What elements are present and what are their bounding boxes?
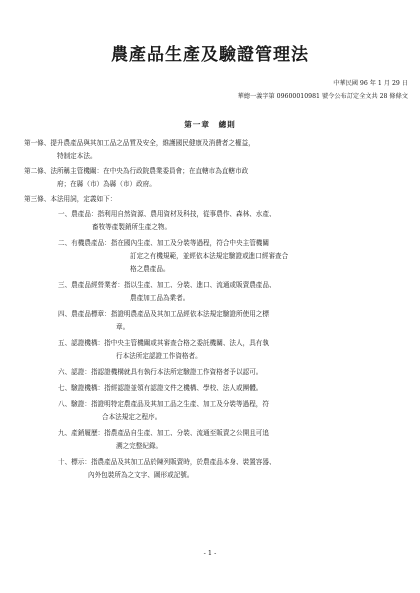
clause-10-line-1: 十、標示：指農產品及其加工品於陳列販賣時，於農產品本身、裝置容器、: [58, 458, 276, 466]
promulgation-order: 華總一義字第 09600010981 號令公布訂定全文共 28 條條文: [237, 93, 408, 100]
clause-9-line-1: 九、產銷履歷：指農產品自生產、加工、分裝、流通至販賣之公開且可追: [58, 429, 269, 437]
article-1-line-2: 特制定本法。: [57, 152, 97, 160]
clause-2-line-1: 二、有機農產品：指在國內生產、加工及分裝等過程，符合中央主管機關: [58, 239, 269, 247]
clause-6: 六、認證：指認證機構就具有執行本法所定驗證工作資格者予以認可。: [58, 368, 263, 376]
article-2-line-2: 府；在縣（市）為縣（市）政府。: [57, 180, 156, 188]
clause-2-line-2: 訂定之有機規範，並經依本法規定驗證或進口經審查合: [130, 252, 289, 260]
clause-9-line-2: 溯之完整紀錄。: [116, 442, 163, 450]
clause-5-line-1: 五、認證機構：指中央主管機關或其審查合格之委託機關、法人，具有執: [58, 339, 269, 347]
clause-7: 七、驗證機構：指經認證並領有認證文件之機構、學校、法人或團體。: [58, 384, 263, 392]
clause-1-line-1: 一、農產品：指利用自然資源、農用資材及科技，從事農作、森林、水產、: [58, 210, 276, 218]
chapter-heading: 第一章 總則: [184, 120, 236, 129]
clause-3-line-1: 三、農產品經營業者：指以生產、加工、分裝、進口、流通或販賣農產品、: [58, 281, 276, 289]
clause-5-line-2: 行本法所定認證工作資格者。: [116, 352, 202, 360]
clause-2-line-3: 格之農產品。: [130, 265, 170, 273]
page-number: - 1 -: [203, 549, 217, 557]
clause-10-line-2: 內外包裝所為之文字、圖形或記號。: [88, 471, 194, 479]
clause-8-line-1: 八、驗證：指證明特定農產品及其加工品之生產、加工及分裝等過程，符: [58, 400, 269, 408]
clause-1-line-2: 畜牧等產製銷所生產之物。: [92, 223, 172, 231]
article-2-line-1: 第二條、法所稱主管機關：在中央為行政院農業委員會；在直轄市為直轄市政: [24, 167, 249, 175]
clause-4-line-1: 四、農產品標章：指證明農產品及其加工品經依本法規定驗證所使用之標: [58, 310, 269, 318]
article-1-line-1: 第一條、提升農產品與其加工品之品質及安全，維護國民健康及消費者之權益，: [24, 139, 255, 147]
document-title: 農產品生產及驗證管理法: [111, 45, 309, 65]
clause-4-line-2: 章。: [116, 323, 130, 331]
clause-3-line-2: 農產加工品為業者。: [130, 294, 190, 302]
promulgation-date: 中華民國 96 年 1 月 29 日: [333, 80, 408, 87]
clause-8-line-2: 合本法規定之程序。: [102, 413, 162, 421]
article-3-intro: 第三條、本法用詞，定義如下：: [24, 195, 117, 203]
